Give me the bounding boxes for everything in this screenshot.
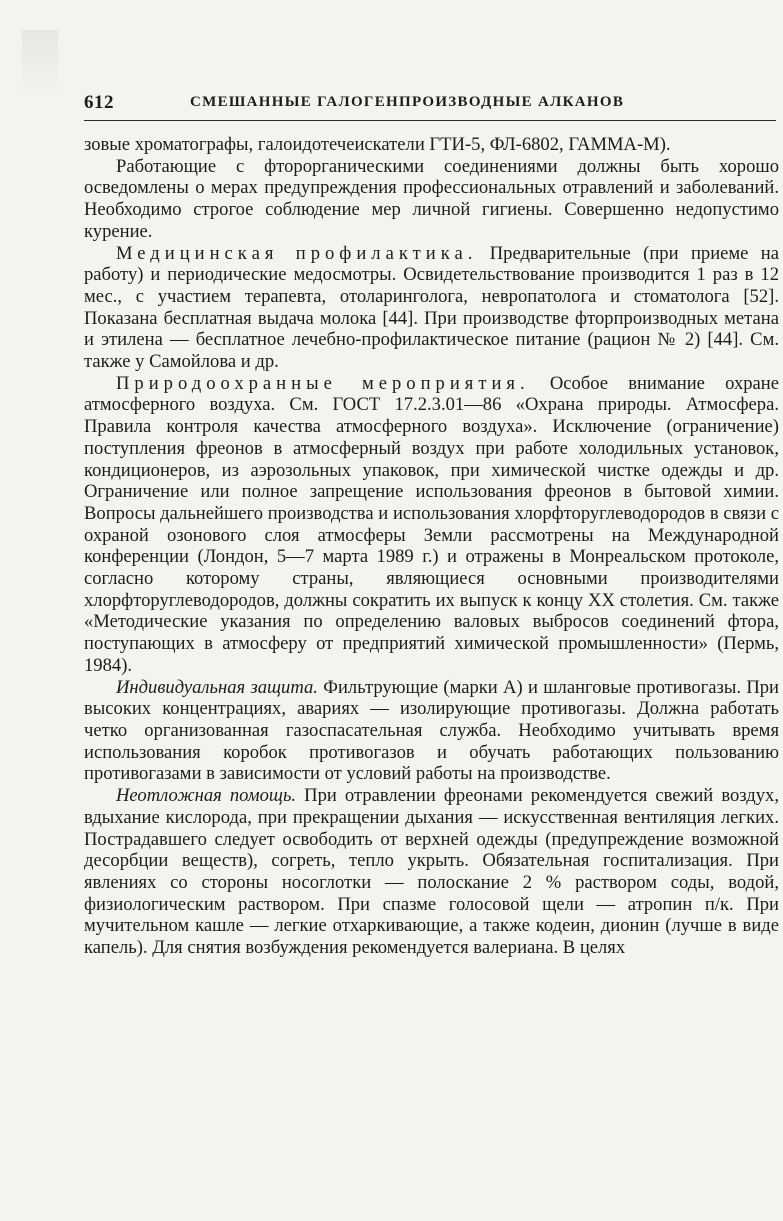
paragraph-personal-protection <box>84 677 779 786</box>
paragraph-text: Фильтрующие (марки А) и шланговые противогазы. При высоких концентрациях, авариях — изолирующие противогазы. Должна работать четко организованная газоспасательная служба. Необходимо учитывать время использования коробок противогазов и обучать работающих пользованию противогазами в зависимости от условий работы на производстве. <box>84 676 779 785</box>
paragraph-text: Особое внимание охране атмосферного воздуха. См. ГОСТ 17.2.3.01—86 «Охрана природы. Атмосфера. Правила контроля качества атмосферного воздуха». Исключение (ограничение) поступления фреонов в атмосферный воздух при работе холодильных установок, кондиционеров, из аэрозольных упаковок, при химической чистке одежды и др. Ограничение или полное запрещение использования фреонов в бытовой химии. Вопросы дальнейшего производства и использования хлорфторуглеводородов в связи с охраной озонового слоя атмосферы Земли рассмотрены на Международной конференции (Лондон, 5—7 марта 1989 г.) и отражены в Монреальском протоколе, согласно которому страны, являющиеся основными производителями хлорфторуглеводородов, должны сократить их выпуск к концу XX столетия. См. также «Методические указания по определению валовых выбросов соединений фтора, поступающих в атмосферу от предприятий химической промышленности» (Пермь, 1984). <box>84 372 779 676</box>
paragraph-medical-prophylaxis <box>84 243 779 373</box>
paragraph-environmental <box>84 373 779 677</box>
paragraph-text: Работающие с фторорганическими соединениями должны быть хорошо осведомлены о мерах предупреждения профессиональных отравлений и заболеваний. Необходимо строгое соблюдение мер личной гигиены. Совершенно недопустимо курение. <box>84 155 779 242</box>
scan-edge-mark <box>22 30 58 100</box>
paragraph-text: При отравлении фреонами рекомендуется свежий воздух, вдыхание кислорода, при прекращении дыхания — искусственная вентиляция легких. Пострадавшего следует освободить от верхней одежды (предупреждение возможной десорбции веществ), согреть, тепло укрыть. Обязательная госпитализация. При явлениях со стороны носоглотки — полоскание 2 % раствором соды, водой, физиологическим раствором. При спазме голосовой щели — атропин п/к. При мучительном кашле — легкие отхаркивающие, а также кодеин, дионин (лучше в виде капель). Для снятия возбуждения рекомендуется валериана. В целях <box>84 785 779 959</box>
paragraph-text: Предварительные (при приеме на работу) и периодические медосмотры. Освидетельствование производится 1 раз в 12 мес., с участием терапевта, отоларинголога, невропатолога и стоматолога [52]. Показана бесплатная выдача молока [44]. При производстве фторпроизводных метана и этилена — бесплатное лечебно-профилактическое питание (рацион № 2) [44]. См. также у Самойлова и др. <box>84 242 779 373</box>
page-number: 612 <box>84 92 114 113</box>
section-lead-first-aid: Неотложная помощь. <box>116 785 297 807</box>
page-header <box>84 92 776 118</box>
paragraph-continuation <box>84 134 779 156</box>
paragraph-text: зовые хроматографы, галоидотечеискатели ГТИ-5, ФЛ-6802, ГАММА-М). <box>84 134 671 155</box>
paragraph-workers <box>84 156 779 243</box>
body-text <box>84 134 779 959</box>
section-lead-protection: Индивидуальная защита. <box>116 676 318 698</box>
section-lead-environmental: Природоохранные мероприятия. <box>116 372 530 394</box>
paragraph-first-aid <box>84 785 779 959</box>
section-lead-medical: Медицинская профилактика. <box>116 242 478 264</box>
running-title: СМЕШАННЫЕ ГАЛОГЕНПРОИЗВОДНЫЕ АЛКАНОВ <box>190 94 625 110</box>
header-rule <box>84 120 776 121</box>
